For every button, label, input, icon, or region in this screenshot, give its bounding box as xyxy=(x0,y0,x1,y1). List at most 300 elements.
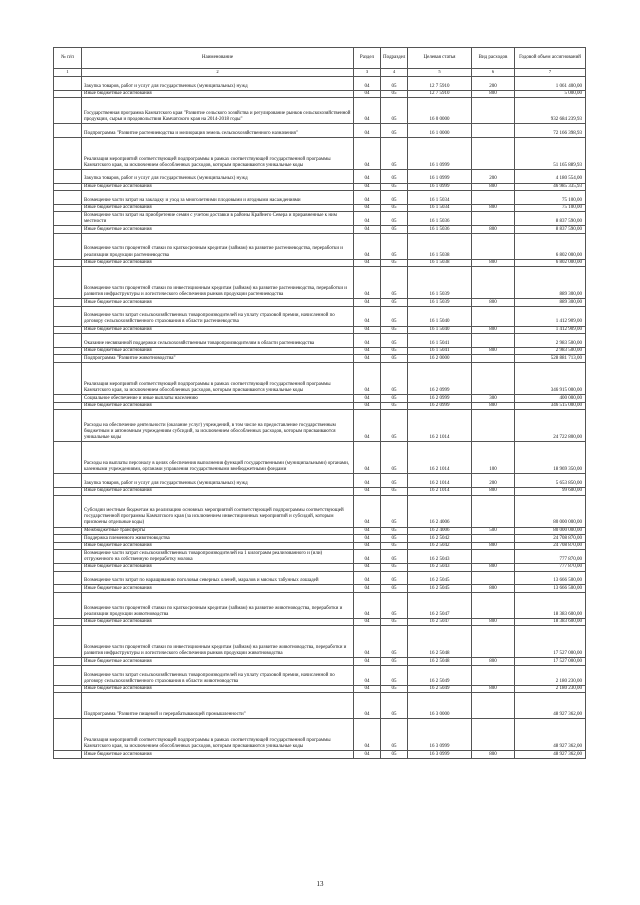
table-row xyxy=(54,226,586,234)
row-number-cell xyxy=(54,137,82,169)
section-cell: 04 xyxy=(354,693,381,719)
item-name-cell: Иные бюджетные ассигнования xyxy=(82,751,354,759)
target-article-cell: 12 7 5910 xyxy=(408,90,472,98)
header-target-article: Целевая статья xyxy=(408,48,472,69)
header-expense-type: Вид расходов xyxy=(472,48,515,69)
section-cell: 04 xyxy=(354,592,381,618)
expense-type-cell xyxy=(472,355,515,363)
row-number-cell xyxy=(54,487,82,495)
row-number-cell xyxy=(54,183,82,191)
target-article-cell: 16 2 0999 xyxy=(408,402,472,410)
subsection-cell: 05 xyxy=(381,665,408,685)
table-row xyxy=(54,563,586,571)
subsection-cell: 05 xyxy=(381,402,408,410)
expense-type-cell: 300 xyxy=(472,395,515,403)
target-article-cell: 16 3 0999 xyxy=(408,751,472,759)
expense-type-cell: 200 xyxy=(472,474,515,488)
amount-cell: 5 000,00 xyxy=(515,90,586,98)
expense-type-cell: 800 xyxy=(472,542,515,550)
section-cell: 04 xyxy=(354,618,381,626)
item-name-cell: Подпрограмма "Развитие животноводства" xyxy=(82,355,354,363)
row-number-cell xyxy=(54,226,82,234)
expense-type-cell: 800 xyxy=(472,183,515,191)
section-cell: 04 xyxy=(354,585,381,593)
target-article-cell: 16 1 5036 xyxy=(408,226,472,234)
target-article-cell: 16 2 5047 xyxy=(408,618,472,626)
table-row xyxy=(54,183,586,191)
header-podrazdel: Подраздел xyxy=(381,48,408,69)
expense-type-cell: 800 xyxy=(472,347,515,355)
amount-cell: 13 666 500,00 xyxy=(515,571,586,585)
subsection-cell: 05 xyxy=(381,685,408,693)
budget-document xyxy=(53,47,585,759)
expense-type-cell xyxy=(472,410,515,442)
section-cell: 04 xyxy=(354,191,381,205)
section-cell: 04 xyxy=(354,77,381,91)
subsection-cell: 05 xyxy=(381,542,408,550)
target-article-cell: 16 2 5042 xyxy=(408,535,472,543)
amount-cell: 2 180 230,00 xyxy=(515,665,586,685)
target-article-cell: 16 2 4006 xyxy=(408,495,472,527)
subsection-cell: 05 xyxy=(381,410,408,442)
section-cell: 04 xyxy=(354,124,381,138)
amount-cell: 18 969 350,00 xyxy=(515,442,586,474)
amount-cell: 346 915 000,00 xyxy=(515,363,586,395)
expense-type-cell xyxy=(472,592,515,618)
subsection-cell: 05 xyxy=(381,487,408,495)
table-row xyxy=(54,77,586,91)
row-number-cell xyxy=(54,326,82,334)
table-row xyxy=(54,169,586,183)
expense-type-cell xyxy=(472,306,515,326)
section-cell: 04 xyxy=(354,658,381,666)
item-name-cell: Оказание несвязанной поддержки сельскохозяйственным товаропроизводителям в области растениеводства xyxy=(82,334,354,348)
expense-type-cell: 800 xyxy=(472,259,515,267)
amount-cell: 1 061 400,00 xyxy=(515,77,586,91)
row-number-cell xyxy=(54,693,82,719)
amount-cell: 889 300,00 xyxy=(515,267,586,299)
target-article-cell: 16 1 5041 xyxy=(408,334,472,348)
item-name-cell: Возмещение части затрат сельскохозяйственных товаропроизводителей на уплату страховой премии, начисленной по договору сельскохозяйственного страхования в области растениеводства xyxy=(82,306,354,326)
target-article-cell: 16 2 5045 xyxy=(408,585,472,593)
target-article-cell: 16 1 5040 xyxy=(408,306,472,326)
item-name-cell: Государственная программа Камчатского края "Развитие сельского хозяйства и регулирование рынков сельскохозяйственной продукции, сырья и продовольствия Камчатского края на 2014-2018 годы" xyxy=(82,98,354,124)
target-article-cell: 16 2 5042 xyxy=(408,542,472,550)
row-number-cell xyxy=(54,665,82,685)
section-cell: 04 xyxy=(354,326,381,334)
subsection-cell: 05 xyxy=(381,77,408,91)
subsection-cell: 05 xyxy=(381,212,408,226)
table-row xyxy=(54,495,586,527)
target-article-cell: 16 2 0000 xyxy=(408,355,472,363)
expense-type-cell: 800 xyxy=(472,204,515,212)
target-article-cell: 16 2 0999 xyxy=(408,395,472,403)
amount-cell: 51 165 889,93 xyxy=(515,137,586,169)
item-name-cell: Расходы на обеспечение деятельности (оказание услуг) учреждений, в том числе на предоставление государственным бюджетным и автономным учреждениям субсидий, за исключением обособленных расходов, которым присваиваются уникальные коды xyxy=(82,410,354,442)
item-name-cell: Реализация мероприятий соответствующей подпрограммы в рамках соответствующей государственной программы Камчатского края, за исключением обособленных расходов, которым присваиваются уникальные коды xyxy=(82,363,354,395)
section-cell: 04 xyxy=(354,363,381,395)
section-cell: 04 xyxy=(354,355,381,363)
row-number-cell xyxy=(54,90,82,98)
amount-cell: 528 881 713,00 xyxy=(515,355,586,363)
row-number-cell xyxy=(54,355,82,363)
item-name-cell: Иные бюджетные ассигнования xyxy=(82,658,354,666)
amount-cell: 48 927 362,00 xyxy=(515,693,586,719)
expense-type-cell xyxy=(472,363,515,395)
table-row xyxy=(54,90,586,98)
table-row xyxy=(54,299,586,307)
row-number-cell xyxy=(54,535,82,543)
table-row xyxy=(54,719,586,751)
amount-cell: 99 600,00 xyxy=(515,487,586,495)
section-cell: 04 xyxy=(354,226,381,234)
section-cell: 04 xyxy=(354,487,381,495)
row-number-cell xyxy=(54,658,82,666)
expense-type-cell: 800 xyxy=(472,585,515,593)
subsection-cell: 05 xyxy=(381,299,408,307)
amount-cell: 4 180 554,00 xyxy=(515,169,586,183)
expense-type-cell: 200 xyxy=(472,77,515,91)
table-row xyxy=(54,98,586,124)
amount-cell: 5 653 850,00 xyxy=(515,474,586,488)
target-article-cell: 16 1 0999 xyxy=(408,183,472,191)
item-name-cell: Иные бюджетные ассигнования xyxy=(82,347,354,355)
amount-cell: 2 983 500,00 xyxy=(515,334,586,348)
section-cell: 04 xyxy=(354,347,381,355)
expense-type-cell: 800 xyxy=(472,618,515,626)
table-row xyxy=(54,693,586,719)
amount-cell: 777 870,00 xyxy=(515,563,586,571)
section-cell: 04 xyxy=(354,334,381,348)
table-row xyxy=(54,685,586,693)
item-name-cell: Поддержка племенного животноводства xyxy=(82,535,354,543)
amount-cell: 75 100,00 xyxy=(515,204,586,212)
section-cell: 04 xyxy=(354,571,381,585)
target-article-cell: 16 1 0000 xyxy=(408,124,472,138)
item-name-cell: Иные бюджетные ассигнования xyxy=(82,259,354,267)
item-name-cell: Возмещение части процентной ставки по краткосрочным кредитам (займам) на развитие животноводства, переработки и реализации продукции животноводства xyxy=(82,592,354,618)
row-number-cell xyxy=(54,410,82,442)
page-number: 13 xyxy=(316,880,324,888)
table-row xyxy=(54,267,586,299)
target-article-cell: 16 2 1014 xyxy=(408,474,472,488)
item-name-cell: Возмещение части затрат на приобретение семян с учетом доставки в районы Крайнего Севера и приравненные к ним местности xyxy=(82,212,354,226)
subsection-cell: 05 xyxy=(381,326,408,334)
target-article-cell: 12 7 5910 xyxy=(408,77,472,91)
target-article-cell: 16 2 1014 xyxy=(408,487,472,495)
subsection-cell: 05 xyxy=(381,334,408,348)
amount-cell: 1 412 909,00 xyxy=(515,326,586,334)
target-article-cell: 16 3 0999 xyxy=(408,719,472,751)
item-name-cell: Закупка товаров, работ и услуг для государственных (муниципальных) нужд xyxy=(82,77,354,91)
expense-type-cell: 800 xyxy=(472,226,515,234)
subsection-cell: 05 xyxy=(381,550,408,564)
subsection-cell: 05 xyxy=(381,306,408,326)
row-number-cell xyxy=(54,626,82,658)
target-article-cell: 16 1 5038 xyxy=(408,233,472,259)
table-row xyxy=(54,592,586,618)
row-number-cell xyxy=(54,299,82,307)
section-cell: 04 xyxy=(354,563,381,571)
section-cell: 04 xyxy=(354,306,381,326)
row-number-cell xyxy=(54,77,82,91)
subsection-cell: 05 xyxy=(381,592,408,618)
subsection-cell: 05 xyxy=(381,563,408,571)
amount-cell: 72 166 398,93 xyxy=(515,124,586,138)
subsection-cell: 05 xyxy=(381,442,408,474)
item-name-cell: Иные бюджетные ассигнования xyxy=(82,402,354,410)
table-row xyxy=(54,542,586,550)
target-article-cell: 16 3 0000 xyxy=(408,693,472,719)
section-cell: 04 xyxy=(354,550,381,564)
target-article-cell: 16 1 5034 xyxy=(408,204,472,212)
item-name-cell: Социальное обеспечение и иные выплаты населению xyxy=(82,395,354,403)
section-cell: 04 xyxy=(354,527,381,535)
table-row xyxy=(54,137,586,169)
subsection-cell: 05 xyxy=(381,233,408,259)
section-cell: 04 xyxy=(354,542,381,550)
expense-type-cell xyxy=(472,233,515,259)
item-name-cell: Возмещение части затрат на закладку и уход за многолетними плодовыми и ягодными насаждениями xyxy=(82,191,354,205)
section-cell: 04 xyxy=(354,719,381,751)
table-row xyxy=(54,487,586,495)
amount-cell: 932 684 239,93 xyxy=(515,98,586,124)
amount-cell: 17 527 000,00 xyxy=(515,626,586,658)
expense-type-cell xyxy=(472,124,515,138)
table-row xyxy=(54,585,586,593)
subsection-cell: 05 xyxy=(381,90,408,98)
amount-cell: 48 927 362,00 xyxy=(515,751,586,759)
column-number: 3 xyxy=(354,69,381,77)
target-article-cell: 16 1 5034 xyxy=(408,191,472,205)
item-name-cell: Расходы на выплаты персоналу в целях обеспечения выполнения функций государственными (муниципальными) органами, казенными учреждениями, органами управления государственными внебюджетными фондами xyxy=(82,442,354,474)
amount-cell: 8 837 590,00 xyxy=(515,226,586,234)
amount-cell: 24 708 870,00 xyxy=(515,535,586,543)
target-article-cell: 16 2 0999 xyxy=(408,363,472,395)
expense-type-cell: 800 xyxy=(472,751,515,759)
row-number-cell xyxy=(54,347,82,355)
expense-type-cell: 800 xyxy=(472,563,515,571)
row-number-cell xyxy=(54,592,82,618)
table-row xyxy=(54,191,586,205)
section-cell: 04 xyxy=(354,442,381,474)
budget-table xyxy=(53,47,586,759)
target-article-cell: 16 2 1014 xyxy=(408,442,472,474)
table-row xyxy=(54,204,586,212)
section-cell: 04 xyxy=(354,474,381,488)
item-name-cell: Иные бюджетные ассигнования xyxy=(82,183,354,191)
amount-cell: 13 666 500,00 xyxy=(515,585,586,593)
expense-type-cell xyxy=(472,571,515,585)
subsection-cell: 05 xyxy=(381,693,408,719)
target-article-cell: 16 1 5039 xyxy=(408,299,472,307)
row-number-cell xyxy=(54,571,82,585)
column-number: 7 xyxy=(515,69,586,77)
expense-type-cell xyxy=(472,719,515,751)
expense-type-cell: 200 xyxy=(472,169,515,183)
table-row xyxy=(54,571,586,585)
row-number-cell xyxy=(54,267,82,299)
item-name-cell: Возмещение части затрат сельскохозяйственных товаропроизводителей на уплату страховой премии, начисленной по договору сельскохозяйственного страхования в области животноводства xyxy=(82,665,354,685)
subsection-cell: 05 xyxy=(381,355,408,363)
item-name-cell: Иные бюджетные ассигнования xyxy=(82,487,354,495)
row-number-cell xyxy=(54,204,82,212)
amount-cell: 889 300,00 xyxy=(515,299,586,307)
expense-type-cell: 800 xyxy=(472,326,515,334)
row-number-cell xyxy=(54,306,82,326)
subsection-cell: 05 xyxy=(381,226,408,234)
row-number-cell xyxy=(54,527,82,535)
row-number-cell xyxy=(54,442,82,474)
section-cell: 04 xyxy=(354,299,381,307)
amount-cell: 8 837 590,00 xyxy=(515,212,586,226)
section-cell: 04 xyxy=(354,90,381,98)
section-cell: 04 xyxy=(354,495,381,527)
item-name-cell: Иные бюджетные ассигнования xyxy=(82,585,354,593)
column-number: 5 xyxy=(408,69,472,77)
table-row xyxy=(54,527,586,535)
expense-type-cell xyxy=(472,495,515,527)
subsection-cell: 05 xyxy=(381,191,408,205)
subsection-cell: 05 xyxy=(381,618,408,626)
header-row xyxy=(54,48,586,69)
subsection-cell: 05 xyxy=(381,267,408,299)
amount-cell: 18 383 600,00 xyxy=(515,618,586,626)
row-number-cell xyxy=(54,550,82,564)
column-number: 4 xyxy=(381,69,408,77)
section-cell: 04 xyxy=(354,402,381,410)
header-annual-volume: Годовой объем ассигнований xyxy=(515,48,586,69)
expense-type-cell: 500 xyxy=(472,527,515,535)
section-cell: 04 xyxy=(354,233,381,259)
expense-type-cell: 800 xyxy=(472,90,515,98)
row-number-cell xyxy=(54,751,82,759)
table-row xyxy=(54,212,586,226)
expense-type-cell xyxy=(472,267,515,299)
row-number-cell xyxy=(54,474,82,488)
amount-cell: 18 383 600,00 xyxy=(515,592,586,618)
table-row xyxy=(54,474,586,488)
column-number-row xyxy=(54,69,586,77)
section-cell: 04 xyxy=(354,137,381,169)
row-number-cell xyxy=(54,169,82,183)
subsection-cell: 05 xyxy=(381,474,408,488)
subsection-cell: 05 xyxy=(381,347,408,355)
subsection-cell: 05 xyxy=(381,527,408,535)
item-name-cell: Субсидии местным бюджетам на реализацию основных мероприятий соответствующей подпрограммы соответствующей государственной программы Камчатского края (за исключением инвестиционных мероприятий и субсидий, которым присвоены отдельные коды) xyxy=(82,495,354,527)
item-name-cell: Иные бюджетные ассигнования xyxy=(82,685,354,693)
amount-cell: 46 985 335,93 xyxy=(515,183,586,191)
table-row xyxy=(54,233,586,259)
subsection-cell: 05 xyxy=(381,495,408,527)
row-number-cell xyxy=(54,395,82,403)
subsection-cell: 05 xyxy=(381,751,408,759)
target-article-cell: 16 2 5049 xyxy=(408,685,472,693)
item-name-cell: Возмещение части затрат сельскохозяйственных товаропроизводителей на 1 килограмм реализованного и (или) отгруженного на собственную переработку молока xyxy=(82,550,354,564)
section-cell: 04 xyxy=(354,395,381,403)
expense-type-cell: 800 xyxy=(472,402,515,410)
table-row xyxy=(54,355,586,363)
table-row xyxy=(54,259,586,267)
table-row xyxy=(54,658,586,666)
item-name-cell: Межбюджетные трансферты xyxy=(82,527,354,535)
section-cell: 04 xyxy=(354,98,381,124)
expense-type-cell: 800 xyxy=(472,658,515,666)
table-row xyxy=(54,751,586,759)
table-row xyxy=(54,550,586,564)
target-article-cell: 16 2 5045 xyxy=(408,571,472,585)
amount-cell: 80 000 000,00 xyxy=(515,495,586,527)
amount-cell: 24 708 870,00 xyxy=(515,542,586,550)
item-name-cell: Подпрограмма "Развитие растениеводства и мелиорация земель сельскохозяйственного назначения" xyxy=(82,124,354,138)
subsection-cell: 05 xyxy=(381,535,408,543)
target-article-cell: 16 2 5043 xyxy=(408,550,472,564)
header-razdel: Раздел xyxy=(354,48,381,69)
expense-type-cell: 100 xyxy=(472,442,515,474)
expense-type-cell xyxy=(472,626,515,658)
section-cell: 04 xyxy=(354,751,381,759)
amount-cell: 2 983 500,00 xyxy=(515,347,586,355)
target-article-cell: 16 1 0999 xyxy=(408,169,472,183)
item-name-cell: Иные бюджетные ассигнования xyxy=(82,542,354,550)
item-name-cell: Иные бюджетные ассигнования xyxy=(82,299,354,307)
row-number-cell xyxy=(54,402,82,410)
column-number: 1 xyxy=(54,69,82,77)
section-cell: 04 xyxy=(354,665,381,685)
row-number-cell xyxy=(54,685,82,693)
section-cell: 04 xyxy=(354,212,381,226)
expense-type-cell: 800 xyxy=(472,487,515,495)
expense-type-cell xyxy=(472,693,515,719)
item-name-cell: Реализация мероприятий соответствующей подпрограммы в рамках соответствующей государственной программы Камчатского края, за исключением обособленных расходов, которым присваиваются уникальные коды xyxy=(82,719,354,751)
table-row xyxy=(54,347,586,355)
amount-cell: 17 527 000,00 xyxy=(515,658,586,666)
target-article-cell: 16 1 5038 xyxy=(408,259,472,267)
table-row xyxy=(54,326,586,334)
target-article-cell: 16 1 5036 xyxy=(408,212,472,226)
item-name-cell: Иные бюджетные ассигнования xyxy=(82,326,354,334)
item-name-cell: Возмещение части затрат по наращиванию поголовья северных оленей, маралов и мясных табунных лошадей xyxy=(82,571,354,585)
section-cell: 04 xyxy=(354,183,381,191)
table-row xyxy=(54,306,586,326)
subsection-cell: 05 xyxy=(381,658,408,666)
section-cell: 04 xyxy=(354,169,381,183)
expense-type-cell: 800 xyxy=(472,299,515,307)
item-name-cell: Иные бюджетные ассигнования xyxy=(82,226,354,234)
amount-cell: 1 412 909,00 xyxy=(515,306,586,326)
item-name-cell: Иные бюджетные ассигнования xyxy=(82,204,354,212)
expense-type-cell xyxy=(472,137,515,169)
target-article-cell: 16 2 5043 xyxy=(408,563,472,571)
expense-type-cell xyxy=(472,550,515,564)
amount-cell: 75 100,00 xyxy=(515,191,586,205)
amount-cell: 6 802 000,00 xyxy=(515,259,586,267)
row-number-cell xyxy=(54,495,82,527)
table-row xyxy=(54,665,586,685)
expense-type-cell xyxy=(472,98,515,124)
table-row xyxy=(54,124,586,138)
target-article-cell: 16 1 5039 xyxy=(408,267,472,299)
table-row xyxy=(54,402,586,410)
row-number-cell xyxy=(54,363,82,395)
amount-cell: 48 927 362,00 xyxy=(515,719,586,751)
row-number-cell xyxy=(54,259,82,267)
amount-cell: 80 000 000,00 xyxy=(515,527,586,535)
section-cell: 04 xyxy=(354,685,381,693)
target-article-cell: 16 2 4006 xyxy=(408,527,472,535)
item-name-cell: Возмещение части процентной ставки по инвестиционным кредитам (займам) на развитие растениеводства, переработки и развития инфраструктуры и логистического обеспечения рынков продукции растениеводства xyxy=(82,267,354,299)
expense-type-cell xyxy=(472,535,515,543)
